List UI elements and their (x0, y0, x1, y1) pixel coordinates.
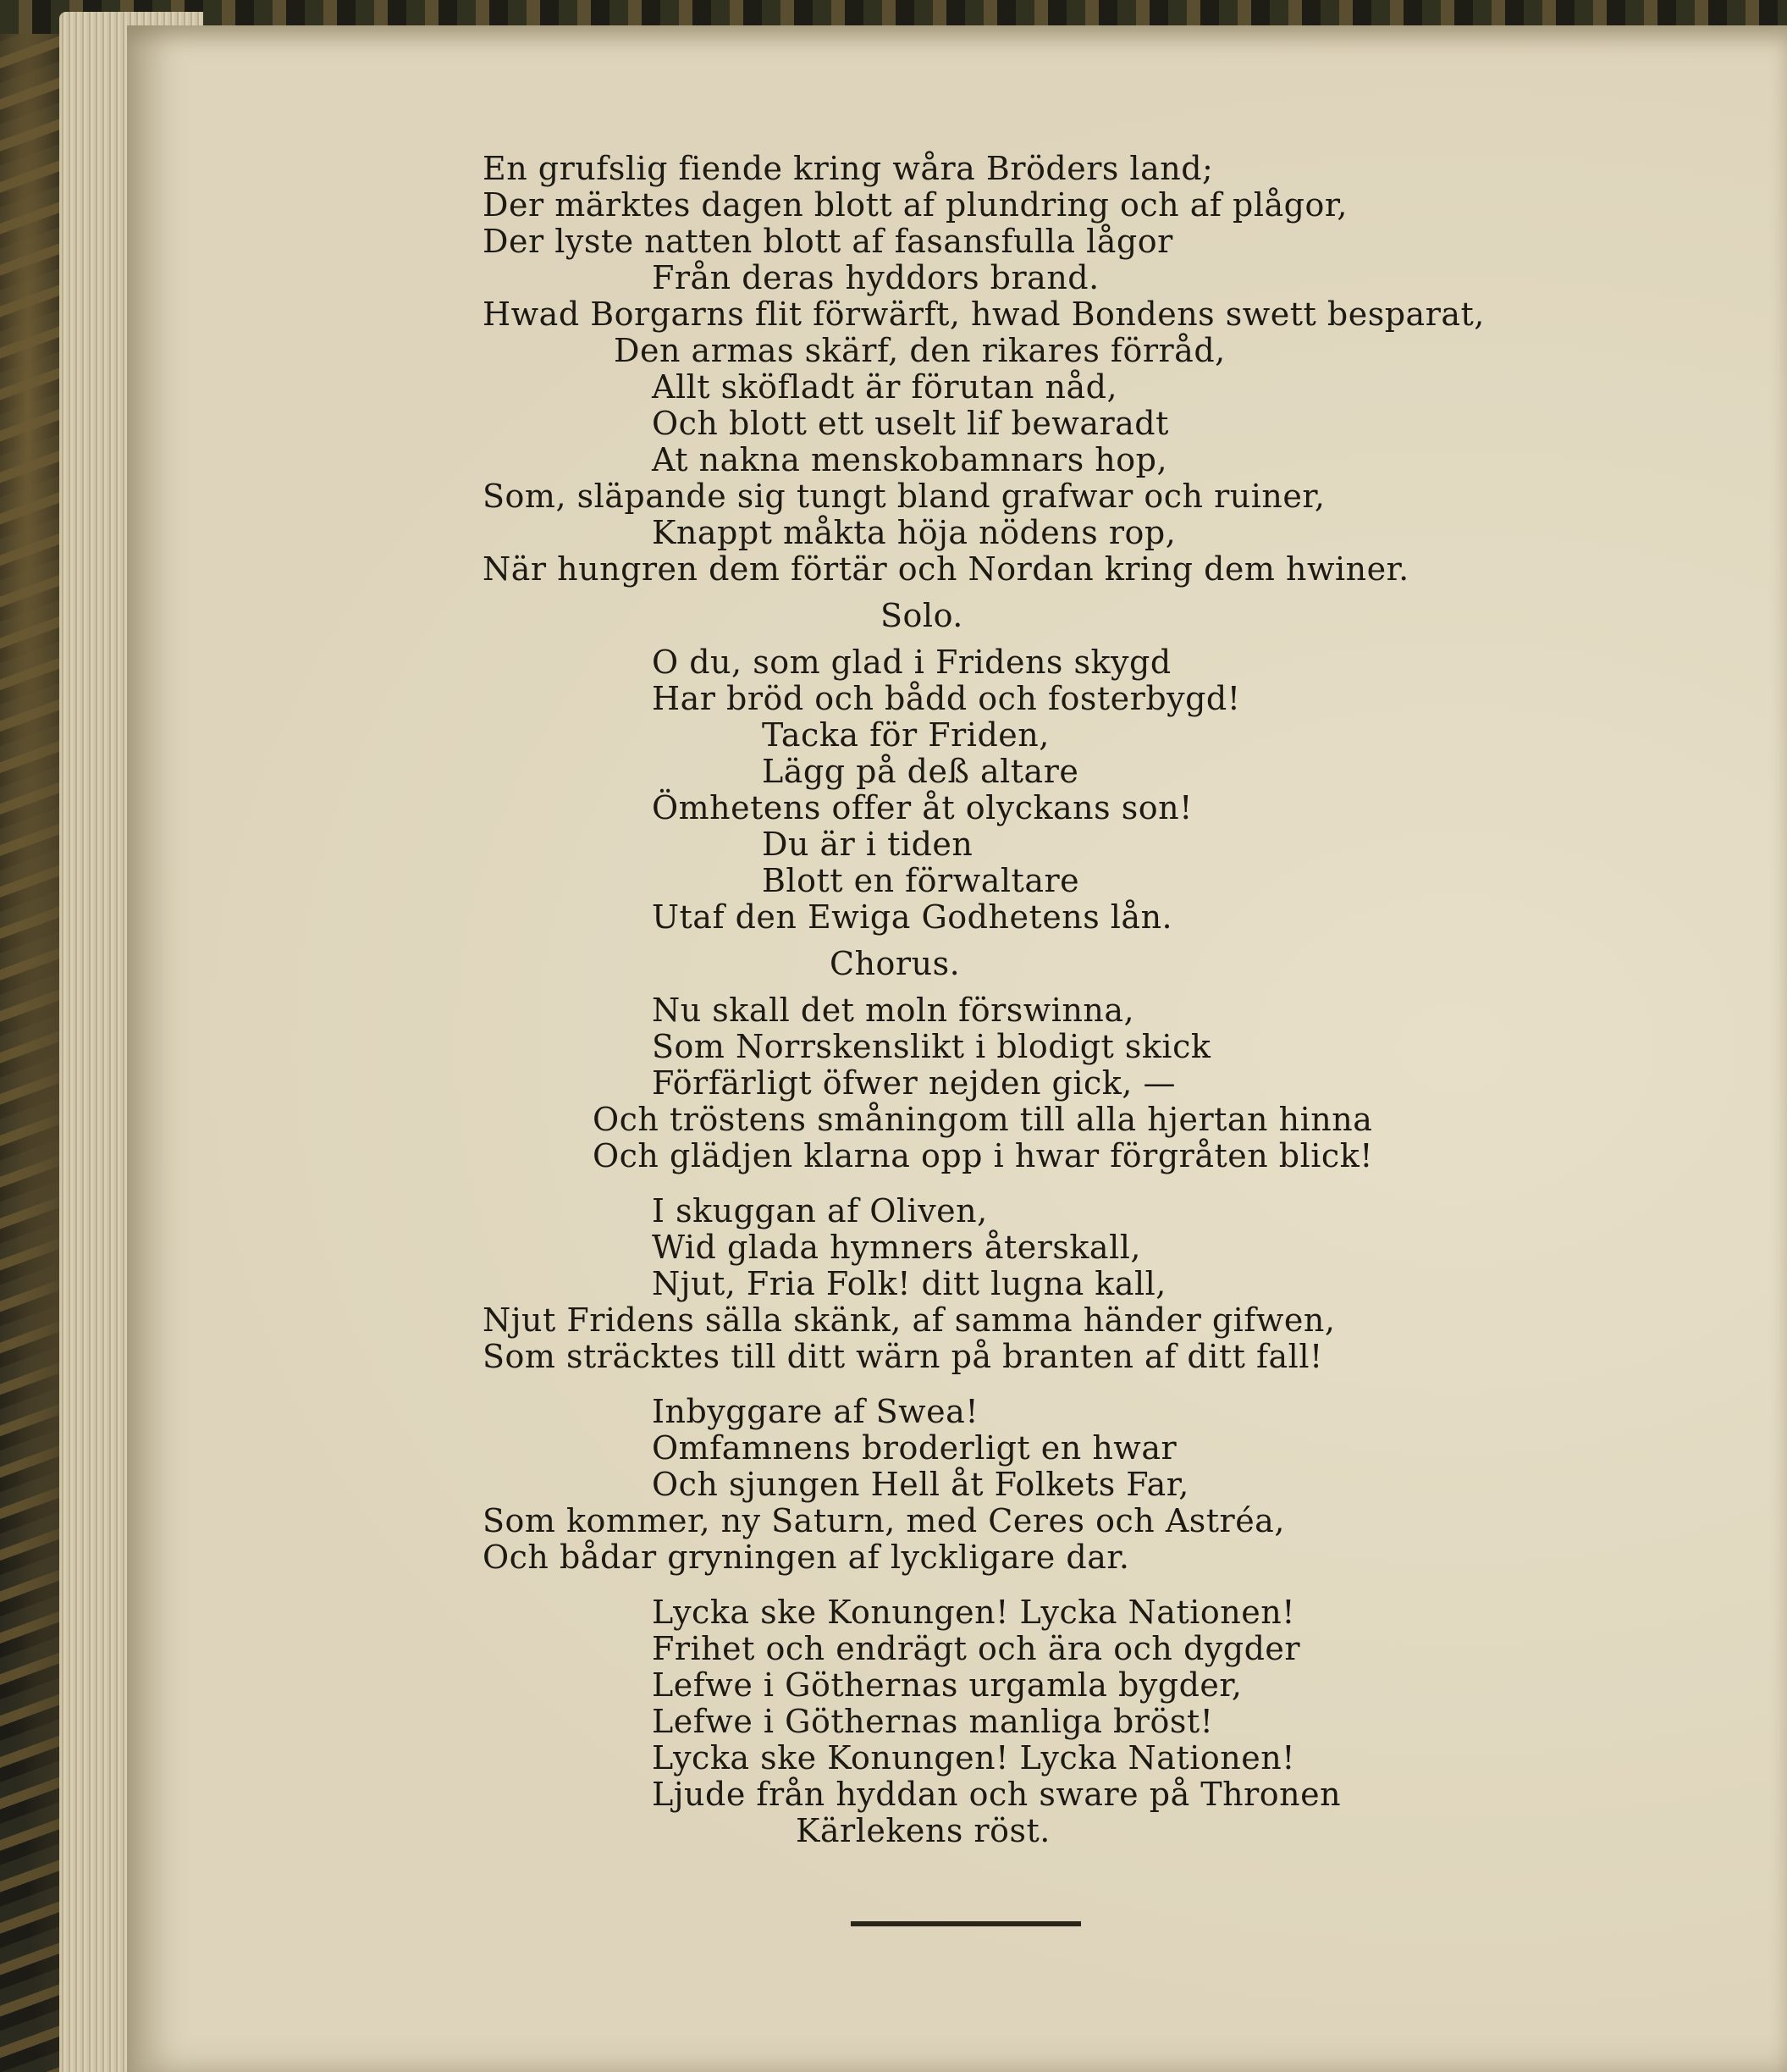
poem-line: Och blott ett uselt lif bewaradt (652, 405, 1169, 442)
poem-line: Der märktes dagen blott af plundring och af plågor, (483, 186, 1348, 224)
poem-line: Lycka ske Konungen! Lycka Nationen! (652, 1739, 1295, 1776)
poem-line: Lägg på deß altare (762, 753, 1079, 790)
poem-line: Du är i tiden (762, 826, 973, 863)
poem-line: Och glädjen klarna opp i hwar förgråten blick! (593, 1137, 1373, 1174)
poem-line: Inbyggare af Swea! (652, 1393, 979, 1430)
poem-line: Der lyste natten blott af fasansfulla lågor (483, 223, 1173, 260)
poem-line: En grufslig fiende kring wåra Bröders land; (483, 150, 1214, 187)
poem-line: Knappt måkta höja nödens rop, (652, 514, 1177, 551)
poem-line: Tacka för Friden, (762, 716, 1050, 754)
poem-line: Som sträcktes till ditt wärn på branten af ditt fall! (483, 1338, 1323, 1375)
chorus-heading: Chorus. (830, 945, 961, 982)
poem-line: Hwad Borgarns flit förwärft, hwad Bondens swett besparat, (483, 296, 1485, 333)
poem-line: Njut, Fria Folk! ditt lugna kall, (652, 1265, 1167, 1302)
poem-line: Som Norrskenslikt i blodigt skick (652, 1028, 1211, 1065)
poem-line: Ljude från hyddan och sware på Thronen (652, 1776, 1342, 1813)
stanza-gap (483, 1174, 1583, 1193)
poem-line: Omfamnens broderligt en hwar (652, 1429, 1178, 1467)
poem-line: Från deras hyddors brand. (652, 259, 1100, 296)
poem-line: Blott en förwaltare (762, 862, 1080, 899)
end-rule (851, 1921, 1081, 1926)
poem-text (483, 151, 1583, 1849)
poem-line: Har bröd och bådd och fosterbygd! (652, 680, 1241, 717)
poem-line: När hungren dem förtär och Nordan kring dem hwiner. (483, 550, 1409, 588)
poem-line: I skuggan af Oliven, (652, 1192, 988, 1229)
poem-line: Förfärligt öfwer nejden gick, — (652, 1064, 1176, 1102)
poem-line: Och tröstens småningom till alla hjertan hinna (593, 1101, 1373, 1138)
poem-line: Wid glada hymners återskall, (652, 1229, 1141, 1266)
poem-line: Som kommer, ny Saturn, med Ceres och Astréa, (483, 1502, 1285, 1539)
poem-line: Som, släpande sig tungt bland grafwar och ruiner, (483, 478, 1326, 515)
poem-line: At nakna menskobamnars hop, (652, 441, 1168, 478)
poem-line: Lycka ske Konungen! Lycka Nationen! (652, 1594, 1295, 1631)
stanza-gap (483, 1576, 1583, 1594)
poem-line: Allt sköfladt är förutan nåd, (652, 368, 1118, 406)
poem-line: Frihet och endrägt och ära och dygder (652, 1630, 1301, 1667)
poem-line: Ömhetens offer åt olyckans son! (652, 789, 1193, 826)
poem-line: Och bådar gryningen af lyckligare dar. (483, 1539, 1130, 1576)
stanza-gap (483, 1375, 1583, 1394)
solo-heading: Solo. (880, 597, 963, 634)
poem-line: Njut Fridens sälla skänk, af samma händer gifwen, (483, 1301, 1336, 1339)
poem-line: Den armas skärf, den rikares förråd, (614, 332, 1226, 369)
poem-line: Och sjungen Hell åt Folkets Far, (652, 1466, 1189, 1503)
poem-line: Kärlekens röst. (796, 1812, 1051, 1849)
poem-line: Utaf den Ewiga Godhetens lån. (652, 898, 1173, 936)
poem-line: Lefwe i Göthernas manliga bröst! (652, 1703, 1214, 1740)
poem-line: O du, som glad i Fridens skygd (652, 644, 1172, 681)
poem-line: Nu skall det moln förswinna, (652, 992, 1135, 1029)
poem-line: Lefwe i Göthernas urgamla bygder, (652, 1666, 1243, 1704)
